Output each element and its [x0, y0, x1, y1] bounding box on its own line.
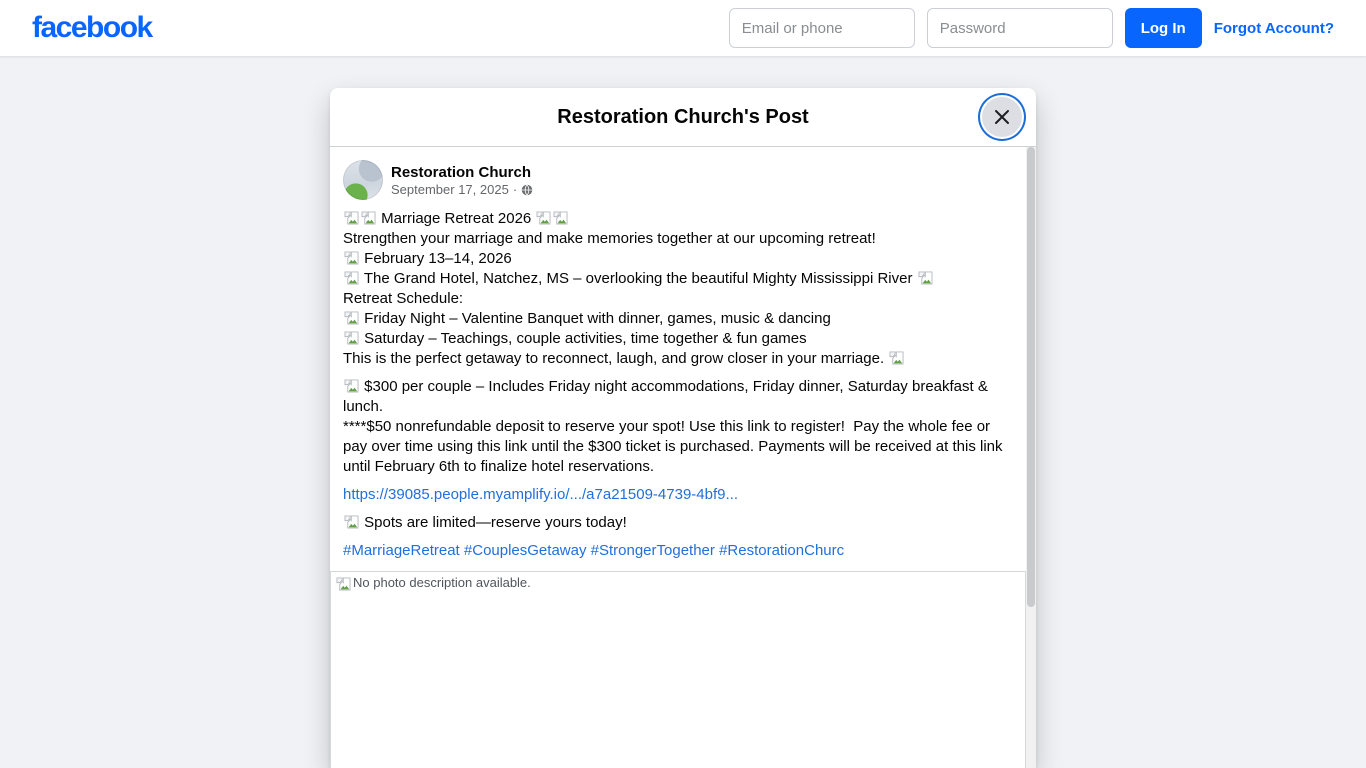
- post-paragraph: $300 per couple – Includes Friday night accommodations, Friday dinner, Saturday breakfast & lunch. ****$50 nonrefundable deposit to reserve your spot! Use this link to register! Pay the whole fee or pay over time using this link until the $300 ticket is purchased. Payments will be received at this link until February 6th to finalize hotel reservations.: [343, 378, 1003, 475]
- scrollbar-thumb[interactable]: [1027, 147, 1035, 607]
- post-meta: [391, 182, 533, 197]
- post-header: [343, 160, 1013, 200]
- broken-image-icon: [888, 350, 905, 367]
- globe-icon: [521, 184, 533, 196]
- close-button[interactable]: [982, 97, 1022, 137]
- forgot-account-link[interactable]: Forgot Account?: [1213, 19, 1334, 37]
- modal-title: Restoration Church's Post: [557, 105, 809, 128]
- post-photo-broken[interactable]: [330, 571, 1026, 768]
- broken-image-icon: [335, 577, 352, 592]
- modal-body: [330, 147, 1036, 768]
- hashtag-link[interactable]: #MarriageRetreat: [343, 542, 460, 559]
- broken-image-icon: [535, 210, 552, 227]
- broken-image-icon: [917, 270, 934, 287]
- post-paragraph: [343, 541, 1013, 561]
- broken-image-icon: [343, 250, 360, 267]
- post-byline: [391, 163, 533, 197]
- login-button[interactable]: Log In: [1125, 8, 1202, 48]
- scrollbar-track[interactable]: [1026, 147, 1036, 768]
- hashtag-link[interactable]: #RestorationChurc: [719, 542, 845, 559]
- author-name[interactable]: Restoration Church: [391, 164, 532, 181]
- post-date[interactable]: September 17, 2025: [391, 182, 509, 197]
- post-paragraph: Marriage Retreat 2026 Strengthen your marriage and make memories together at our upcoming retreat! February 13–14, 2026 The Grand Hotel, Natchez, MS – overlooking the beautiful Mighty Mississippi River Retreat Schedule: Friday Night – Valentine Banquet with dinner, games, music & dancing Saturday – Teachings, couple activities, time together & fun games This is the perfect getaway to reconnect, laugh, and grow closer in your marriage.: [343, 209, 1013, 369]
- login-form: [729, 8, 1334, 48]
- post-text: [343, 209, 1013, 561]
- post-url-link[interactable]: https://39085.people.myamplify.io/.../a7a21509-4739-4bf9...: [343, 486, 738, 503]
- hashtag-link[interactable]: #StrongerTogether: [590, 542, 715, 559]
- broken-image-icon: [343, 330, 360, 347]
- post-paragraph: [343, 485, 1013, 505]
- avatar[interactable]: [343, 160, 383, 200]
- post: [330, 147, 1036, 571]
- hashtag-link[interactable]: #CouplesGetaway: [463, 542, 587, 559]
- facebook-logo[interactable]: facebook: [32, 11, 152, 44]
- broken-image-icon: [343, 270, 360, 287]
- broken-image-icon: [343, 378, 360, 395]
- post-paragraph: Spots are limited—reserve yours today!: [343, 513, 1013, 533]
- dot-separator: ·: [512, 182, 518, 197]
- broken-image-icon: [360, 210, 377, 227]
- close-icon: [993, 108, 1011, 126]
- email-input[interactable]: [729, 8, 915, 48]
- broken-image-icon: [343, 310, 360, 327]
- modal-header: [330, 88, 1036, 147]
- post-modal: [330, 88, 1036, 768]
- photo-alt-text: No photo description available.: [353, 575, 531, 590]
- broken-image-icon: [343, 514, 360, 531]
- broken-image-icon: [552, 210, 569, 227]
- broken-image-icon: [343, 210, 360, 227]
- password-input[interactable]: [927, 8, 1113, 48]
- top-nav-bar: [0, 0, 1366, 56]
